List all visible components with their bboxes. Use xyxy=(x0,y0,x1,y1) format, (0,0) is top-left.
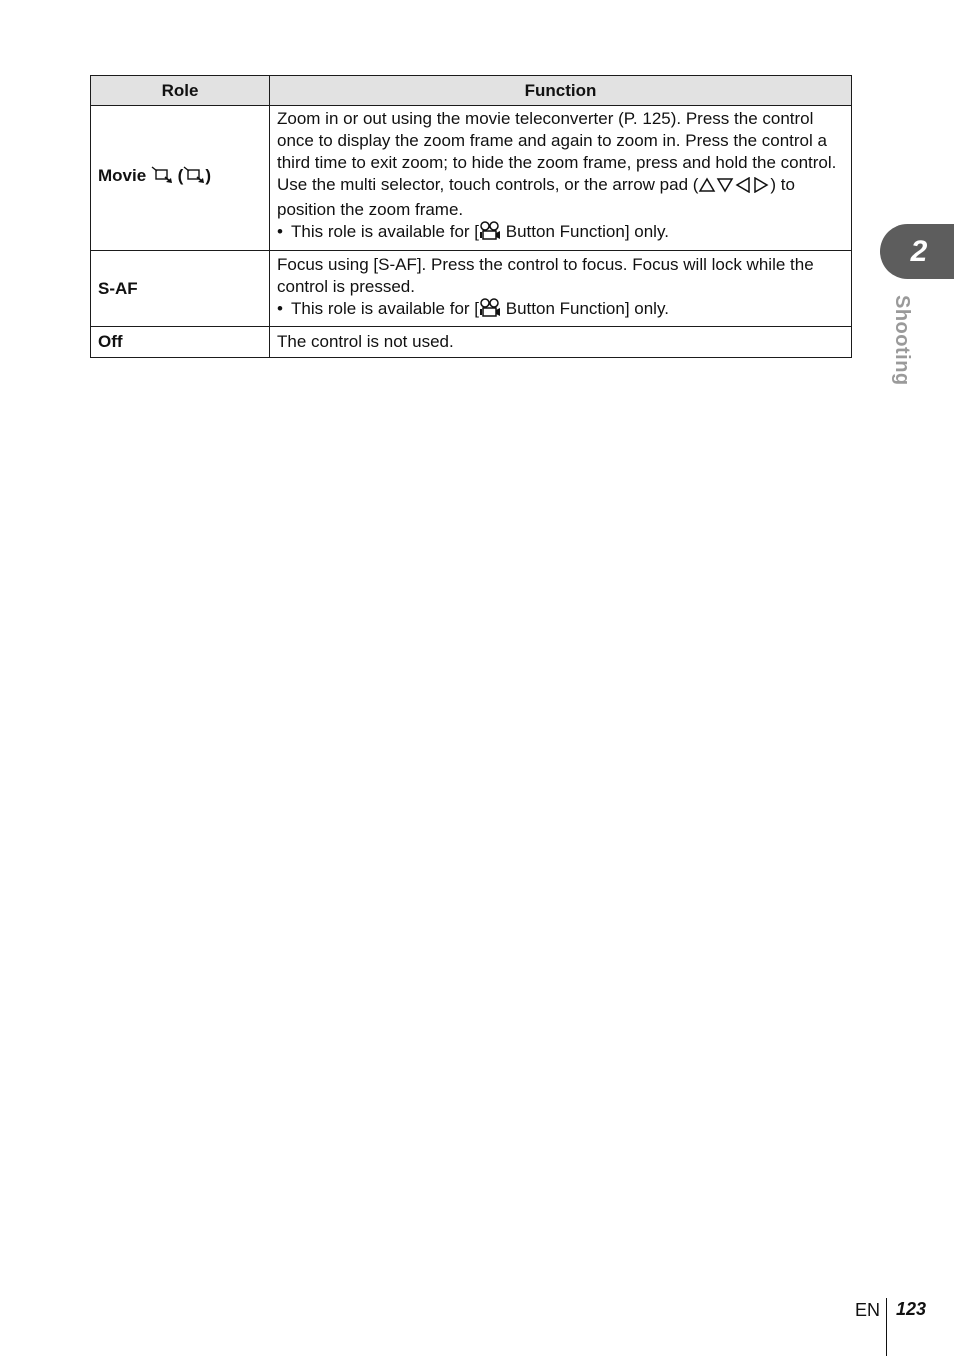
page-number: 123 xyxy=(896,1299,927,1319)
table-row-saf xyxy=(91,251,852,327)
bullet-suffix: Button Function] only. xyxy=(501,222,669,241)
table-header-row xyxy=(91,76,852,106)
role-label-off: Off xyxy=(98,332,123,351)
arrow-up-icon xyxy=(698,177,716,199)
role-cell-off xyxy=(91,327,270,358)
bullet-prefix: This role is available for [ xyxy=(291,222,480,241)
bullet-glyph: • xyxy=(277,222,283,241)
bullet-glyph: • xyxy=(277,299,283,318)
role-paren-close: ) xyxy=(205,165,211,185)
bullet-suffix: Button Function] only. xyxy=(501,299,669,318)
chapter-title: Shooting xyxy=(891,295,913,386)
function-cell-saf xyxy=(270,251,852,327)
movie-teleconverter-icon xyxy=(151,166,173,190)
function-text-off: The control is not used. xyxy=(277,332,454,351)
table-row-off xyxy=(91,327,852,358)
footer-language: EN xyxy=(855,1300,881,1320)
role-label-saf: S-AF xyxy=(98,278,138,298)
bullet-note-saf xyxy=(277,298,845,323)
arrow-left-icon xyxy=(734,177,752,199)
bullet-note-movie xyxy=(277,221,845,246)
table-row-movie xyxy=(91,106,852,251)
movie-camera-icon xyxy=(479,298,501,323)
role-cell-saf xyxy=(91,251,270,327)
function-text-saf: Focus using [S-AF]. Press the control to focus. Focus will lock while the control is pressed. xyxy=(277,255,814,296)
arrow-right-icon xyxy=(752,177,770,199)
role-paren-open: ( xyxy=(177,165,184,185)
function-column-header: Function xyxy=(270,76,852,106)
movie-teleconverter-icon xyxy=(183,166,205,190)
chapter-tab xyxy=(880,224,954,279)
function-cell-off xyxy=(270,327,852,358)
function-text-movie-end: ) to position the zoom frame. xyxy=(277,175,795,219)
role-cell-movie xyxy=(91,106,270,251)
footer-divider xyxy=(886,1298,887,1356)
arrow-down-icon xyxy=(716,177,734,199)
role-column-header: Role xyxy=(91,76,270,106)
movie-camera-icon xyxy=(479,221,501,246)
function-cell-movie xyxy=(270,106,852,251)
role-function-table xyxy=(90,75,852,358)
chapter-number: 2 xyxy=(910,235,928,268)
role-label-movie: Movie xyxy=(98,165,147,185)
function-text-movie: Zoom in or out using the movie teleconverter (P. 125). Press the control once to display the zoom frame and again to zoom in. Press the control a third time to exit zoom; to hide the zoom frame, press and hold the control. Use the multi selector, touch controls, or the arrow pad ( xyxy=(277,109,837,194)
bullet-prefix: This role is available for [ xyxy=(291,299,480,318)
